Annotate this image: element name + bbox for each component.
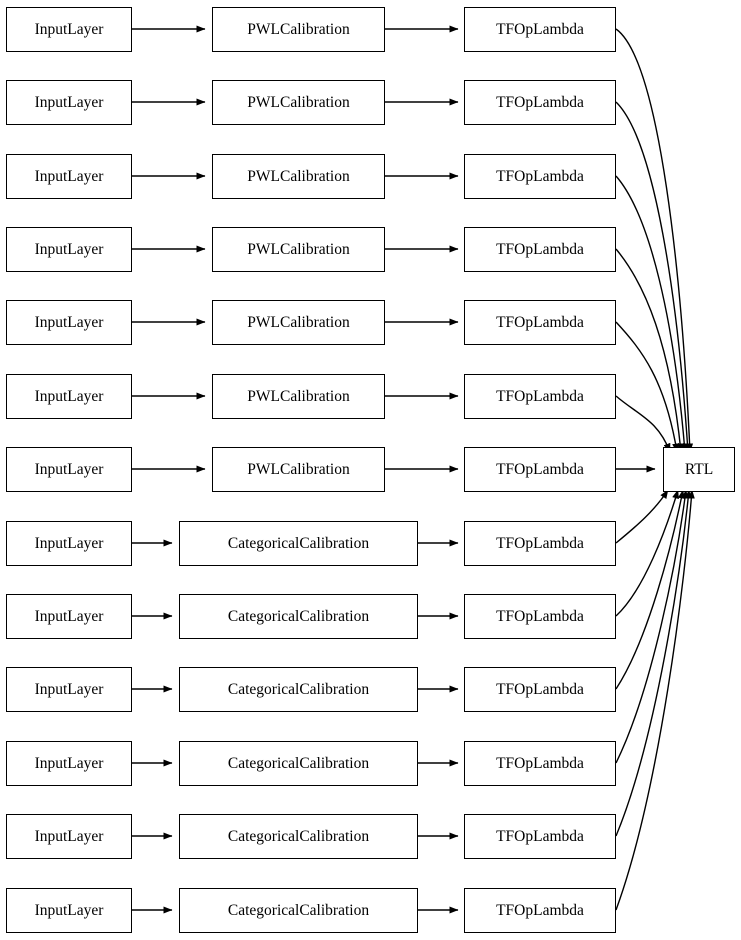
node-calibration[interactable]: CategoricalCalibration — [179, 741, 418, 786]
node-tfoplambda[interactable]: TFOpLambda — [464, 227, 616, 272]
node-calibration[interactable]: PWLCalibration — [212, 80, 385, 125]
node-calibration[interactable]: CategoricalCalibration — [179, 814, 418, 859]
node-input-layer[interactable]: InputLayer — [6, 227, 132, 272]
node-input-layer[interactable]: InputLayer — [6, 594, 132, 639]
node-calibration[interactable]: PWLCalibration — [212, 7, 385, 52]
node-tfoplambda[interactable]: TFOpLambda — [464, 594, 616, 639]
node-tfoplambda[interactable]: TFOpLambda — [464, 814, 616, 859]
node-input-layer[interactable]: InputLayer — [6, 7, 132, 52]
node-tfoplambda[interactable]: TFOpLambda — [464, 300, 616, 345]
node-input-layer[interactable]: InputLayer — [6, 447, 132, 492]
node-tfoplambda[interactable]: TFOpLambda — [464, 667, 616, 712]
node-input-layer[interactable]: InputLayer — [6, 374, 132, 419]
node-calibration[interactable]: PWLCalibration — [212, 447, 385, 492]
node-calibration[interactable]: CategoricalCalibration — [179, 888, 418, 933]
node-tfoplambda[interactable]: TFOpLambda — [464, 741, 616, 786]
node-tfoplambda[interactable]: TFOpLambda — [464, 80, 616, 125]
node-input-layer[interactable]: InputLayer — [6, 741, 132, 786]
node-input-layer[interactable]: InputLayer — [6, 80, 132, 125]
node-rtl-output[interactable]: RTL — [663, 447, 735, 492]
node-tfoplambda[interactable]: TFOpLambda — [464, 447, 616, 492]
node-tfoplambda[interactable]: TFOpLambda — [464, 521, 616, 566]
node-tfoplambda[interactable]: TFOpLambda — [464, 888, 616, 933]
node-calibration[interactable]: CategoricalCalibration — [179, 521, 418, 566]
node-calibration[interactable]: PWLCalibration — [212, 300, 385, 345]
node-input-layer[interactable]: InputLayer — [6, 888, 132, 933]
node-tfoplambda[interactable]: TFOpLambda — [464, 7, 616, 52]
node-input-layer[interactable]: InputLayer — [6, 154, 132, 199]
node-input-layer[interactable]: InputLayer — [6, 814, 132, 859]
node-calibration[interactable]: CategoricalCalibration — [179, 594, 418, 639]
node-calibration[interactable]: PWLCalibration — [212, 227, 385, 272]
node-input-layer[interactable]: InputLayer — [6, 667, 132, 712]
node-calibration[interactable]: PWLCalibration — [212, 374, 385, 419]
node-input-layer[interactable]: InputLayer — [6, 300, 132, 345]
node-tfoplambda[interactable]: TFOpLambda — [464, 154, 616, 199]
node-calibration[interactable]: PWLCalibration — [212, 154, 385, 199]
node-calibration[interactable]: CategoricalCalibration — [179, 667, 418, 712]
node-input-layer[interactable]: InputLayer — [6, 521, 132, 566]
node-tfoplambda[interactable]: TFOpLambda — [464, 374, 616, 419]
